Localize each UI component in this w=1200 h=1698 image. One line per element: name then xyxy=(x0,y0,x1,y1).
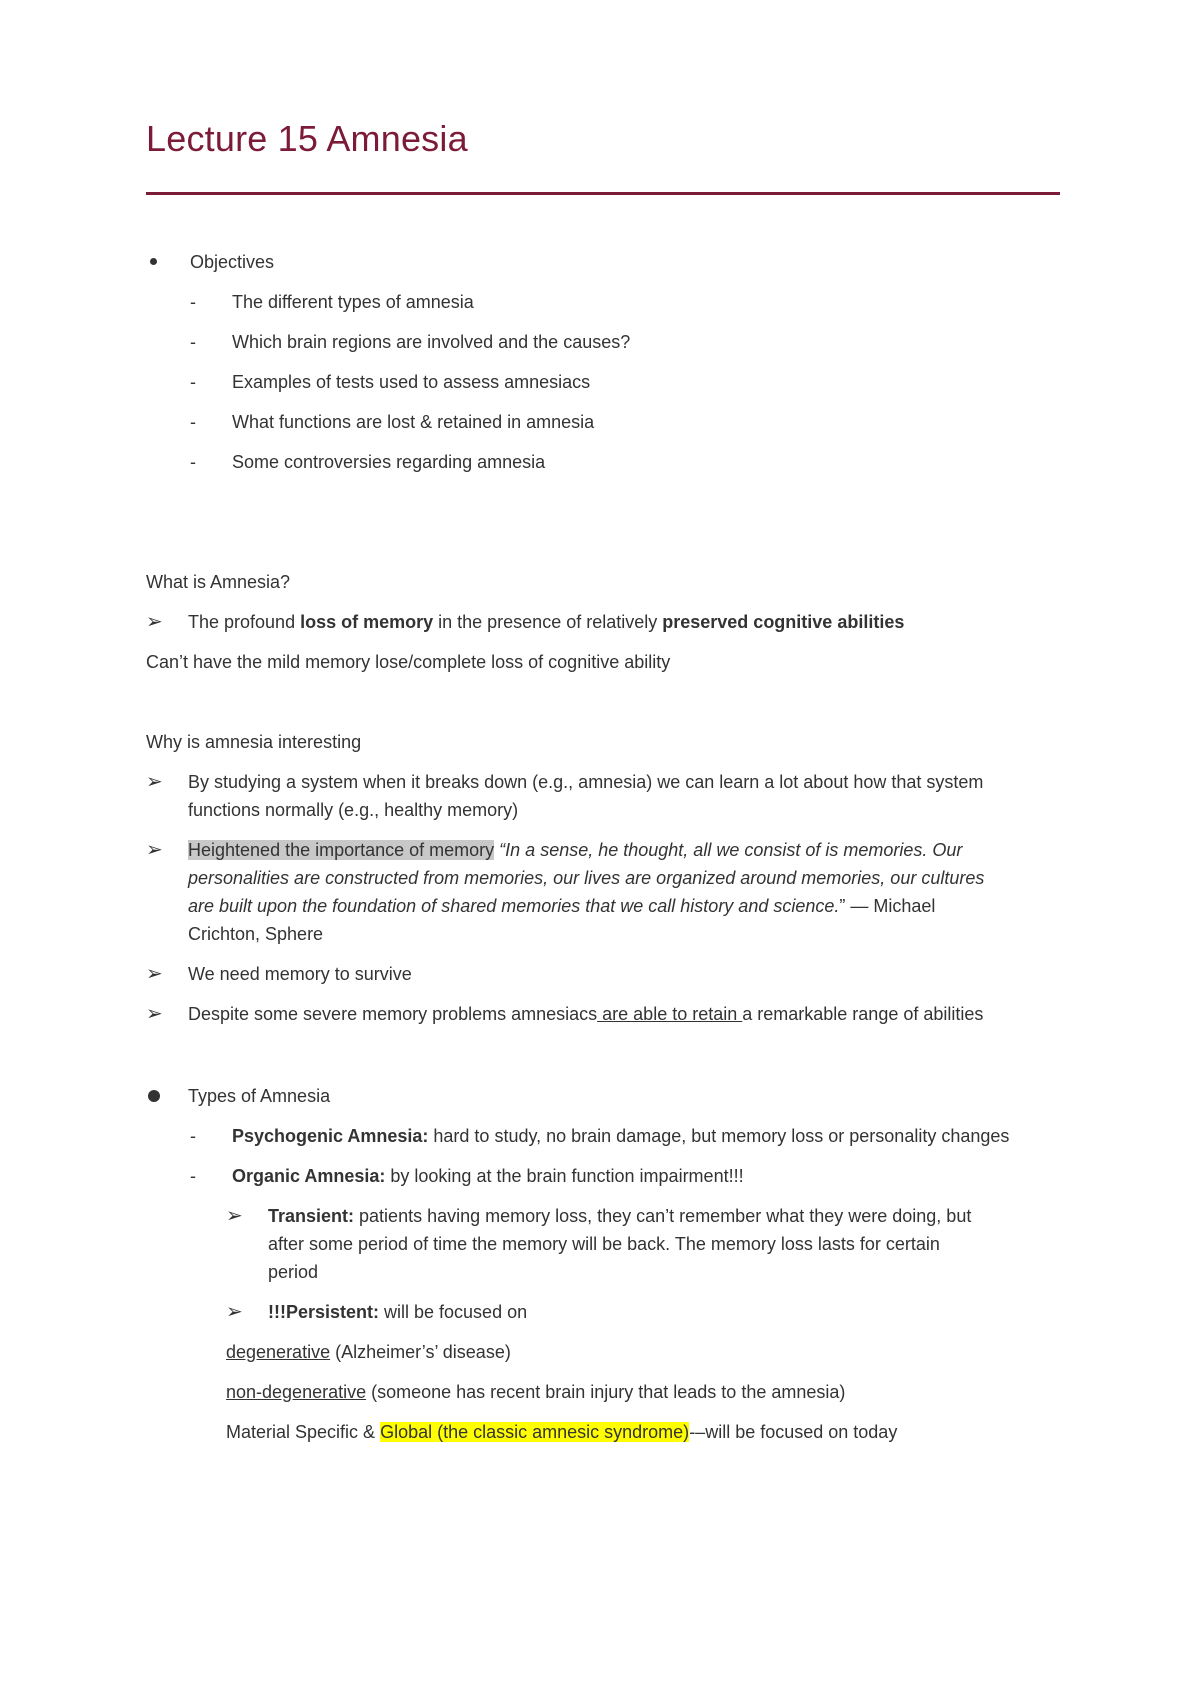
why-bullet-line xyxy=(188,1000,983,1028)
arrow-bullet-icon: ➢ xyxy=(146,839,163,861)
underlined-text: degenerative xyxy=(226,1342,331,1362)
persistent-item xyxy=(268,1298,527,1326)
arrow-bullet-icon: ➢ xyxy=(226,1301,243,1323)
psychogenic-item xyxy=(232,1122,1009,1150)
term-text: Material Specific & xyxy=(226,1422,381,1442)
objective-item: Which brain regions are involved and the causes? xyxy=(232,332,631,352)
term-text: by looking at the brain function impairment!!! xyxy=(385,1166,744,1186)
types-heading: Types of Amnesia xyxy=(188,1086,331,1106)
term-label: !!!Persistent: xyxy=(268,1302,380,1322)
objective-item: What functions are lost & retained in amnesia xyxy=(232,412,595,432)
objective-item: Examples of tests used to assess amnesiacs xyxy=(232,372,591,392)
arrow-bullet-icon: ➢ xyxy=(146,771,163,793)
transient-item xyxy=(268,1202,971,1230)
arrow-bullet-icon: ➢ xyxy=(146,1003,163,1025)
what-is-heading: What is Amnesia? xyxy=(146,572,291,592)
dash-icon: - xyxy=(190,1126,196,1146)
organic-item xyxy=(232,1162,744,1190)
definition-text: in the presence of relatively xyxy=(433,612,663,632)
bullet-dot-icon xyxy=(150,258,157,265)
arrow-bullet-icon: ➢ xyxy=(146,963,163,985)
quote-text: “In a sense, he thought, all we consist of is memories. Our xyxy=(494,840,963,860)
underlined-text: non-degenerative xyxy=(226,1382,367,1402)
term-text: -–will be focused on today xyxy=(689,1422,898,1442)
underlined-text: are able to retain xyxy=(597,1004,743,1024)
why-heading: Why is amnesia interesting xyxy=(146,732,362,752)
non-degenerative-line xyxy=(226,1378,845,1406)
quote-line xyxy=(188,836,962,864)
arrow-bullet-icon: ➢ xyxy=(226,1205,243,1227)
term-text: hard to study, no brain damage, but memory loss or personality changes xyxy=(428,1126,1010,1146)
term-text: (Alzheimer’s’ disease) xyxy=(330,1342,511,1362)
term-label: Organic Amnesia: xyxy=(232,1166,386,1186)
quote-line xyxy=(188,892,935,920)
quote-attribution: ” — Michael xyxy=(839,896,936,916)
why-bullet-line: functions normally (e.g., healthy memory) xyxy=(188,800,519,820)
highlighted-text: Heightened the importance of memory xyxy=(188,840,495,860)
why-bullet-line: By studying a system when it breaks down (e.g., amnesia) we can learn a lot about how that system xyxy=(188,772,984,792)
term-label: Psychogenic Amnesia: xyxy=(232,1126,429,1146)
why-bullet-line: We need memory to survive xyxy=(188,964,412,984)
term-text: patients having memory loss, they can’t remember what they were doing, but xyxy=(354,1206,972,1226)
page-title: Lecture 15 Amnesia xyxy=(146,118,468,159)
transient-line: period xyxy=(268,1262,319,1282)
objective-item: Some controversies regarding amnesia xyxy=(232,452,546,472)
amnesia-definition xyxy=(188,608,904,636)
objectives-heading: Objectives xyxy=(190,252,275,272)
objective-item: The different types of amnesia xyxy=(232,292,474,312)
arrow-bullet-icon: ➢ xyxy=(146,611,163,633)
highlighted-text: Global (the classic amnesic syndrome) xyxy=(380,1422,690,1442)
definition-bold: preserved cognitive abilities xyxy=(662,612,905,632)
definition-text: The profound xyxy=(188,612,301,632)
title-underline-rule xyxy=(146,192,1060,195)
term-text: will be focused on xyxy=(379,1302,528,1322)
term-text: (someone has recent brain injury that leads to the amnesia) xyxy=(366,1382,846,1402)
dash-icon: - xyxy=(190,292,196,312)
term-label: Transient: xyxy=(268,1206,355,1226)
dash-icon: - xyxy=(190,332,196,352)
dash-icon: - xyxy=(190,452,196,472)
bullet-dot-icon xyxy=(148,1090,160,1102)
quote-line: personalities are constructed from memories, our lives are organized around memories, our cultures xyxy=(188,868,985,888)
bullet-text: Despite some severe memory problems amnesiacs xyxy=(188,1004,598,1024)
quote-text: are built upon the foundation of shared memories that we call history and science. xyxy=(188,896,840,916)
quote-attribution: Crichton, Sphere xyxy=(188,924,324,944)
dash-icon: - xyxy=(190,412,196,432)
dash-icon: - xyxy=(190,1166,196,1186)
bullet-text: a remarkable range of abilities xyxy=(742,1004,984,1024)
definition-bold: loss of memory xyxy=(300,612,434,632)
material-global-line xyxy=(226,1418,897,1446)
dash-icon: - xyxy=(190,372,196,392)
transient-line: after some period of time the memory will be back. The memory loss lasts for certain xyxy=(268,1234,940,1254)
degenerative-line xyxy=(226,1338,511,1366)
definition-note: Can’t have the mild memory lose/complete loss of cognitive ability xyxy=(146,652,671,672)
